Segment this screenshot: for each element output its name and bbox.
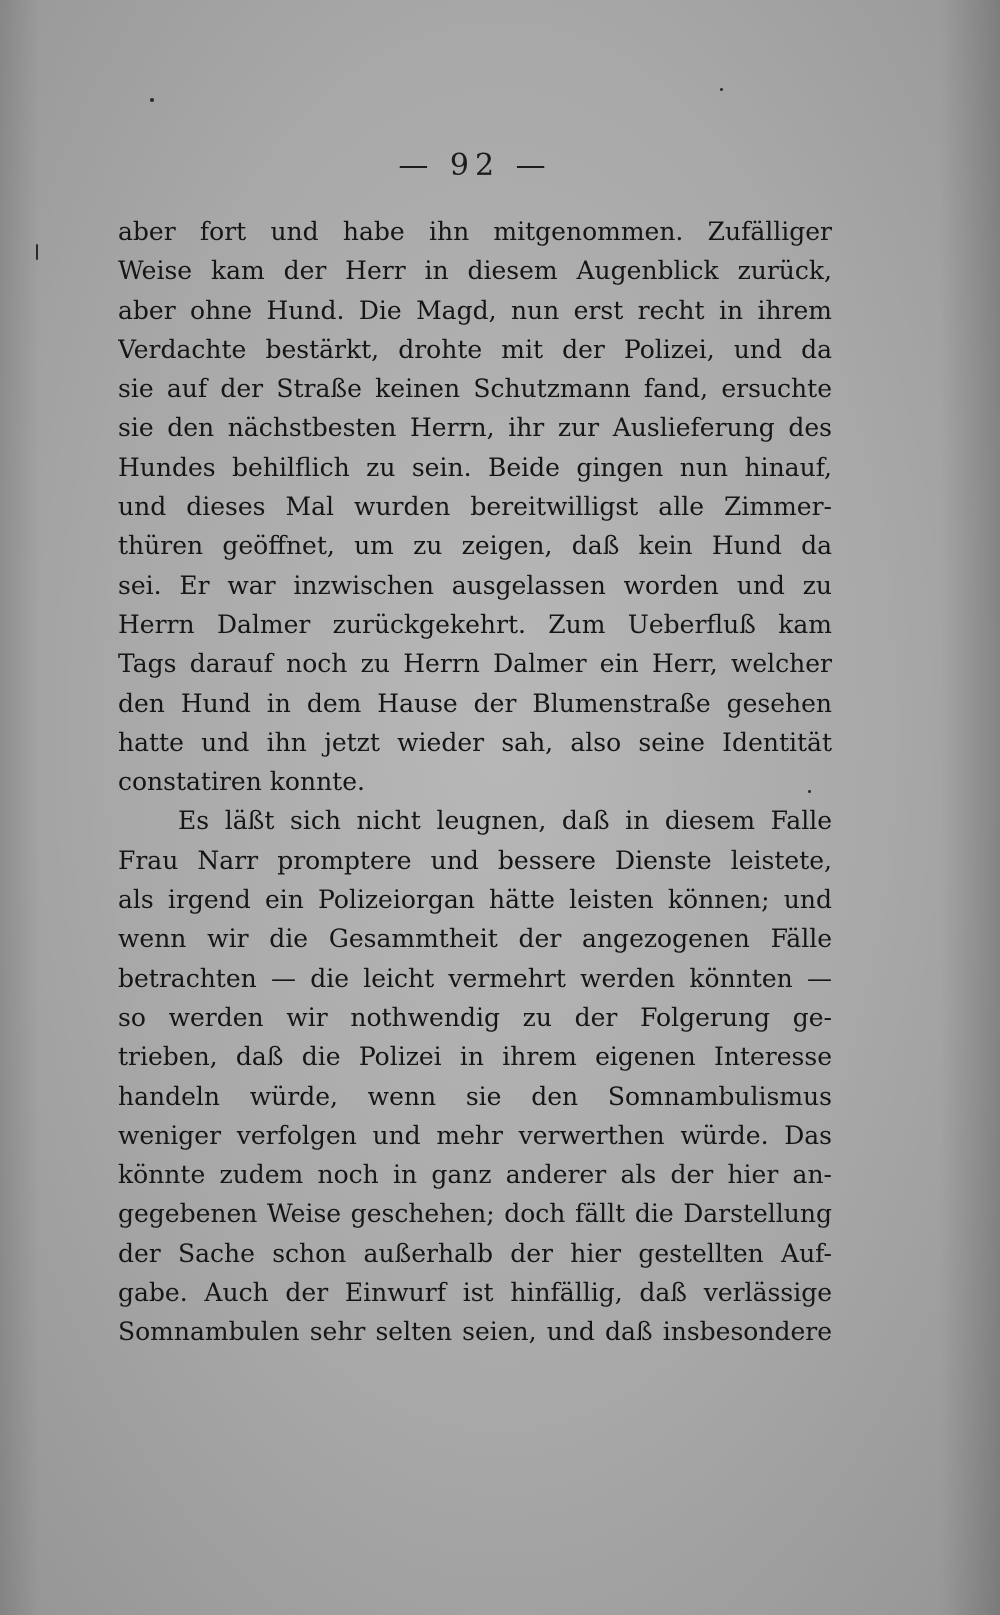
text-line: Frau Narr promptere und bessere Dienste leistete,: [118, 845, 832, 875]
text-line: Tags darauf noch zu Herrn Dalmer ein Herr, welcher: [118, 649, 832, 679]
page-left-edge-shading: [0, 0, 40, 1615]
page-number: — 92 —: [398, 148, 552, 183]
text-line: gabe. Auch der Einwurf ist hinfällig, daß verlässige: [118, 1278, 832, 1308]
text-line: Herrn Dalmer zurückgekehrt. Zum Ueberfluß kam: [118, 609, 832, 639]
paper-speck: [720, 88, 723, 91]
text-line: Somnambulen sehr selten seien, und daß insbesondere: [118, 1317, 832, 1347]
text-line: handeln würde, wenn sie den Somnambulismus: [118, 1081, 832, 1111]
text-line: wenn wir die Gesammtheit der angezogenen Fälle: [118, 924, 832, 954]
page-spine-shading: [940, 0, 1000, 1615]
text-line: sie auf der Straße keinen Schutzmann fand, ersuchte: [118, 374, 832, 404]
text-line: und dieses Mal wurden bereitwilligst alle Zimmer-: [118, 492, 832, 522]
text-line: gegebenen Weise geschehen; doch fällt die Darstellung: [118, 1199, 832, 1229]
text-line: könnte zudem noch in ganz anderer als der hier an-: [118, 1160, 832, 1190]
text-line: aber ohne Hund. Die Magd, nun erst recht in ihrem: [118, 295, 832, 325]
text-line: aber fort und habe ihn mitgenommen. Zufälliger: [118, 217, 832, 246]
text-line: sie den nächstbesten Herrn, ihr zur Auslieferung des: [118, 413, 832, 443]
text-line: trieben, daß die Polizei in ihrem eigenen Interesse: [118, 1042, 832, 1072]
text-line: Es läßt sich nicht leugnen, daß in diesem Falle: [178, 806, 832, 836]
text-line: Hundes behilflich zu sein. Beide gingen nun hinauf,: [118, 452, 832, 482]
text-line: den Hund in dem Hause der Blumenstraße gesehen: [118, 688, 832, 718]
text-line: als irgend ein Polizeiorgan hätte leisten können; und: [118, 885, 832, 915]
text-line: Verdachte bestärkt, drohte mit der Polizei, und da: [118, 334, 832, 364]
body-text: [118, 212, 832, 1352]
text-line: sei. Er war inzwischen ausgelassen worden und zu: [118, 570, 832, 600]
text-line: der Sache schon außerhalb der hier gestellten Auf-: [118, 1238, 832, 1268]
text-line: thüren geöffnet, um zu zeigen, daß kein Hund da: [118, 531, 832, 561]
text-line: constatiren konnte.: [118, 767, 365, 797]
text-line: weniger verfolgen und mehr verwerthen würde. Das: [118, 1120, 832, 1150]
paper-speck: [150, 98, 154, 102]
text-line: Weise kam der Herr in diesem Augenblick zurück,: [118, 256, 832, 286]
paper-speck: [36, 244, 38, 260]
text-line: so werden wir nothwendig zu der Folgerung ge-: [118, 1002, 832, 1032]
text-line: hatte und ihn jetzt wieder sah, also seine Identität: [118, 727, 832, 757]
text-line: betrachten — die leicht vermehrt werden könnten —: [118, 963, 832, 993]
